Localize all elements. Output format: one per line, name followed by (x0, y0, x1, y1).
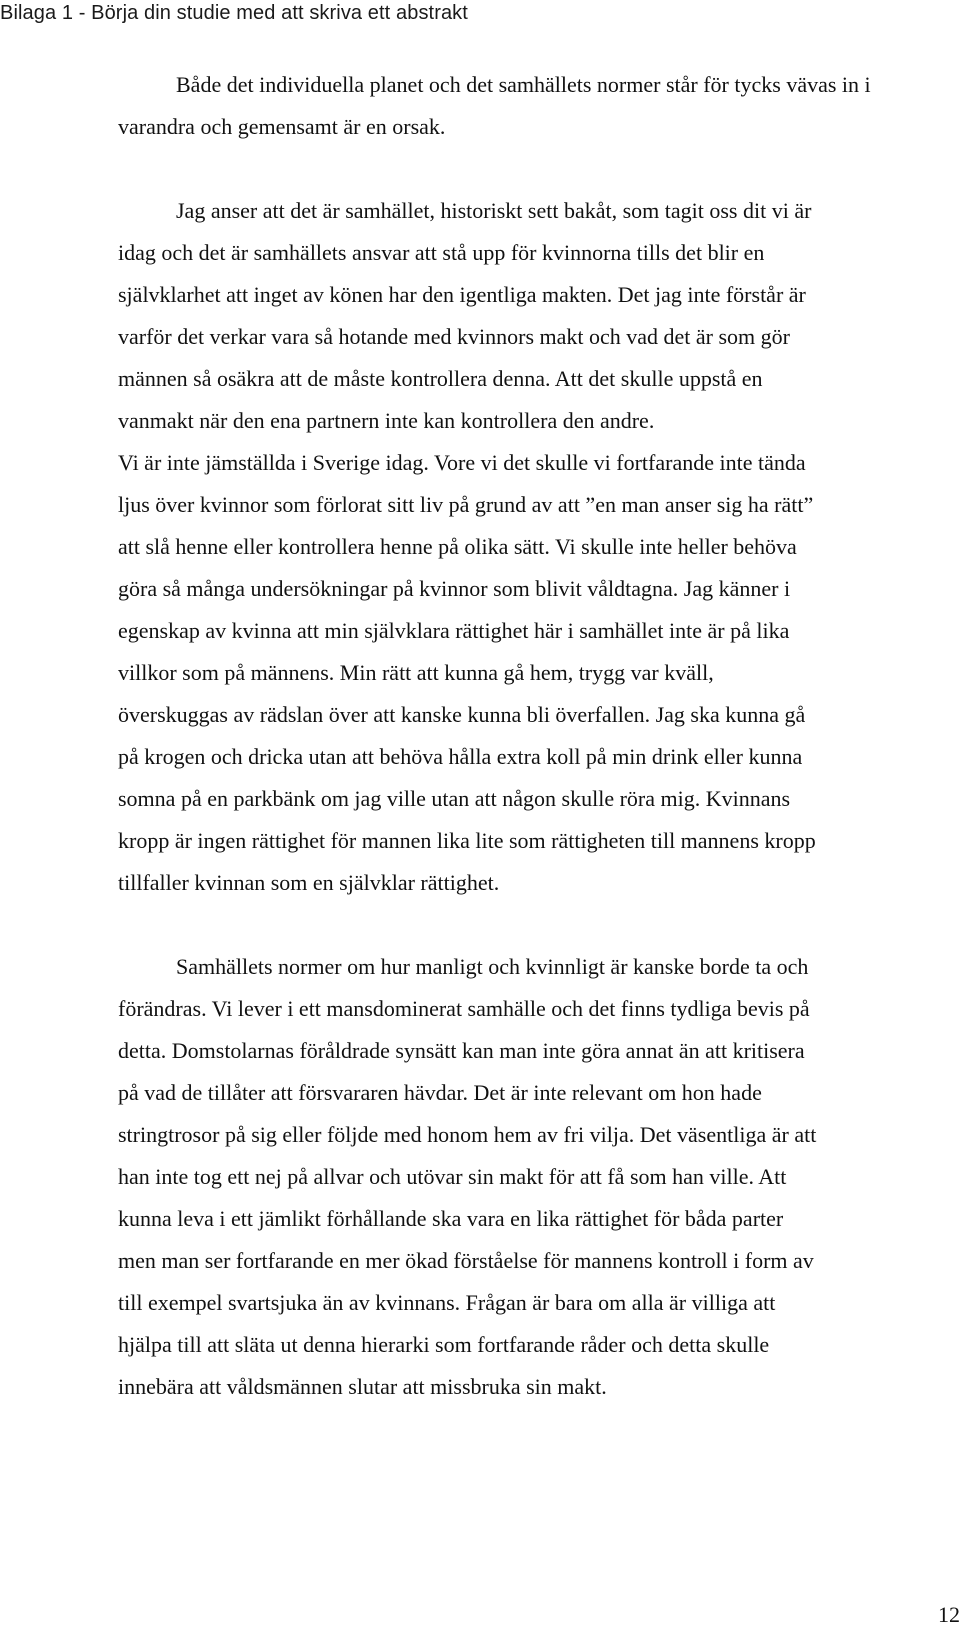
paragraph-1 (118, 64, 920, 148)
paragraph-line: varandra och gemensamt är en orsak. (118, 114, 446, 139)
paragraph-line: vanmakt när den ena partnern inte kan kontrollera den andre. (118, 408, 655, 433)
paragraph-line: kropp är ingen rättighet för mannen lika lite som rättigheten till mannens kropp (118, 828, 816, 853)
paragraph-line: somna på en parkbänk om jag ville utan att någon skulle röra mig. Kvinnans (118, 786, 791, 811)
paragraph-line: detta. Domstolarnas föråldrade synsätt kan man inte göra annat än att kritisera (118, 1038, 805, 1063)
paragraph-line: kunna leva i ett jämlikt förhållande ska vara en lika rättighet för båda parter (118, 1206, 784, 1231)
paragraph-line: att slå henne eller kontrollera henne på olika sätt. Vi skulle inte heller behöva (118, 534, 797, 559)
paragraph-line: göra så många undersökningar på kvinnor som blivit våldtagna. Jag känner i (118, 576, 791, 601)
paragraph-line: ljus över kvinnor som förlorat sitt liv på grund av att ”en man anser sig ha rätt” (118, 492, 814, 517)
paragraph-line: självklarhet att inget av könen har den igentliga makten. Det jag inte förstår är (118, 282, 806, 307)
paragraph-line: på vad de tillåter att försvararen hävdar. Det är inte relevant om hon hade (118, 1080, 762, 1105)
paragraph-line: villkor som på männens. Min rätt att kunna gå hem, trygg var kväll, (118, 660, 714, 685)
paragraph-line: hjälpa till att släta ut denna hierarki som fortfarande råder och detta skulle (118, 1332, 770, 1357)
paragraph-line: egenskap av kvinna att min självklara rättighet här i samhället inte är på lika (118, 618, 790, 643)
page-number: 12 (938, 1602, 960, 1627)
paragraph-line: på krogen och dricka utan att behöva hålla extra koll på min drink eller kunna (118, 744, 803, 769)
paragraph-2 (118, 190, 920, 904)
paragraph-line: Samhällets normer om hur manligt och kvinnligt är kanske borde ta och (176, 954, 809, 979)
paragraph-line: tillfaller kvinnan som en självklar rättighet. (118, 870, 500, 895)
paragraph-line: idag och det är samhällets ansvar att stå upp för kvinnorna tills det blir en (118, 240, 765, 265)
paragraph-3 (118, 946, 920, 1408)
paragraph-line: förändras. Vi lever i ett mansdominerat samhälle och det finns tydliga bevis på (118, 996, 810, 1021)
paragraph-line: Både det individuella planet och det samhällets normer står för tycks vävas in i (176, 72, 871, 97)
paragraph-line: men man ser fortfarande en mer ökad förståelse för mannens kontroll i form av (118, 1248, 814, 1273)
page-header: Bilaga 1 - Börja din studie med att skriva ett abstrakt (0, 2, 468, 24)
paragraph-line: varför det verkar vara så hotande med kvinnors makt och vad det är som gör (118, 324, 790, 349)
paragraph-line: stringtrosor på sig eller följde med honom hem av fri vilja. Det väsentliga är att (118, 1122, 817, 1147)
document-body (118, 64, 920, 1408)
paragraph-line: innebära att våldsmännen slutar att missbruka sin makt. (118, 1374, 607, 1399)
paragraph-line: överskuggas av rädslan över att kanske kunna bli överfallen. Jag ska kunna gå (118, 702, 806, 727)
paragraph-spacer (118, 148, 920, 190)
paragraph-line: Jag anser att det är samhället, historiskt sett bakåt, som tagit oss dit vi är (176, 198, 812, 223)
paragraph-line: till exempel svartsjuka än av kvinnans. Frågan är bara om alla är villiga att (118, 1290, 776, 1315)
paragraph-line: männen så osäkra att de måste kontrollera denna. Att det skulle uppstå en (118, 366, 763, 391)
paragraph-line: Vi är inte jämställda i Sverige idag. Vore vi det skulle vi fortfarande inte tända (118, 450, 806, 475)
paragraph-line: han inte tog ett nej på allvar och utövar sin makt för att få som han ville. Att (118, 1164, 787, 1189)
paragraph-spacer (118, 904, 920, 946)
